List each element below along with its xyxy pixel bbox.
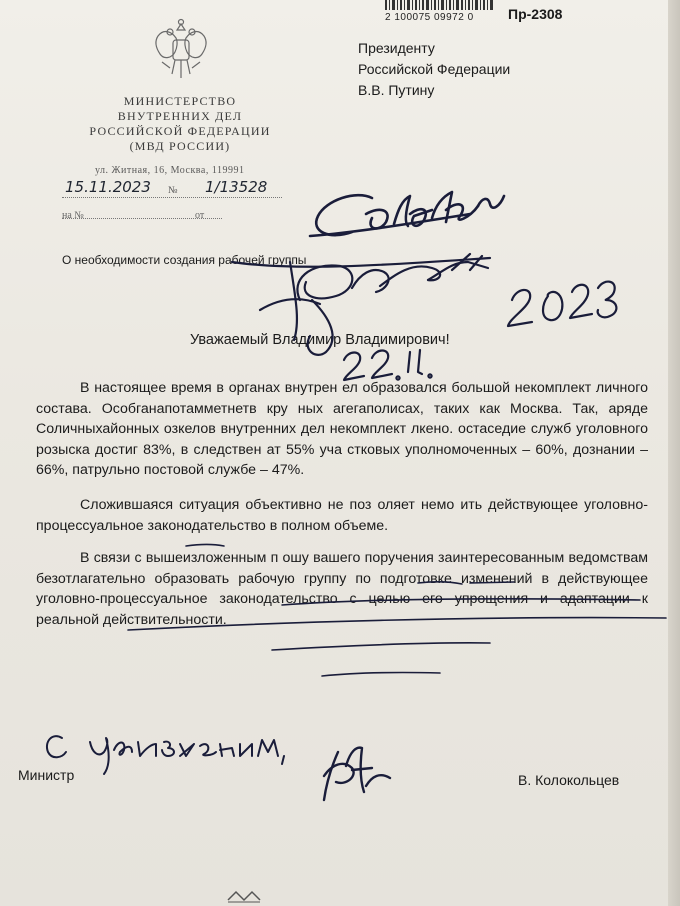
printer-mark-icon (226, 888, 262, 904)
reference-date-label: от (195, 210, 205, 221)
coat-of-arms-icon (150, 18, 212, 88)
document-number: Пр-2308 (508, 6, 563, 22)
addressee-line: В.В. Путину (358, 82, 435, 98)
ministry-line: (МВД РОССИИ) (129, 139, 231, 153)
reference-number-label: на № (62, 210, 84, 221)
resolution-date (344, 282, 616, 380)
body-paragraph: Сложившаяся ситуация объективно не поз оляет немо ить действующее уголовно-процессуальное законодательство в полном объеме. (36, 496, 648, 534)
ministry-name (60, 94, 300, 154)
ministry-line: РОССИЙСКОЙ ФЕДЕРАЦИИ (89, 124, 271, 138)
page-edge-shadow (668, 0, 680, 906)
barcode-number: 2 100075 09972 0 (385, 12, 474, 23)
resolution-word-handwriting (310, 192, 504, 236)
body-paragraph: В связи с вышеизложенным п ошу вашего поручения заинтересованным ведомствам безотлагательно образовать рабочую группу по подготовке изменений в действующее уголовно-процессуальное законодательство с целью его упрощения и адаптации к реальной действительности. (36, 550, 648, 628)
addressee-line: Российской Федерации (358, 61, 511, 77)
ministry-line: МИНИСТЕРСТВО (123, 94, 237, 108)
minister-signature (324, 748, 390, 800)
signatory-name: В. Колокольцев (518, 772, 620, 788)
closing-handwriting (47, 736, 284, 774)
salutation: Уважаемый Владимир Владимирович! (190, 332, 450, 348)
registration-date: 15.11.2023 (65, 178, 151, 196)
registration-number-label: № (168, 185, 178, 196)
addressee-block (358, 38, 510, 101)
registration-number: 1/13528 (205, 178, 268, 196)
ministry-line: ВНУТРЕННИХ ДЕЛ (117, 109, 243, 123)
addressee-line: Президенту (358, 40, 435, 56)
barcode (385, 0, 495, 10)
ministry-address: ул. Житная, 16, Москва, 119991 (95, 165, 245, 176)
signatory-title: Министр (18, 767, 75, 783)
letter-body (36, 378, 648, 643)
letter-subject: О необходимости создания рабочей группы (62, 253, 307, 267)
body-paragraph: В настоящее время в органах внутрен ел образовался большой некомплект личного состава. Особганапотамметнетв кру ных агегаполисах, таких как Москва. Так, аряде Соличныхайонных озкелов внутренних дел некомплект лкено. остаседие служб уголовного розыска достиг 83%, в следствен ат 55% уча стковых уполномоченных – 60%, дознании – 66%, патрульно постовой службе – 47%. (36, 380, 648, 479)
